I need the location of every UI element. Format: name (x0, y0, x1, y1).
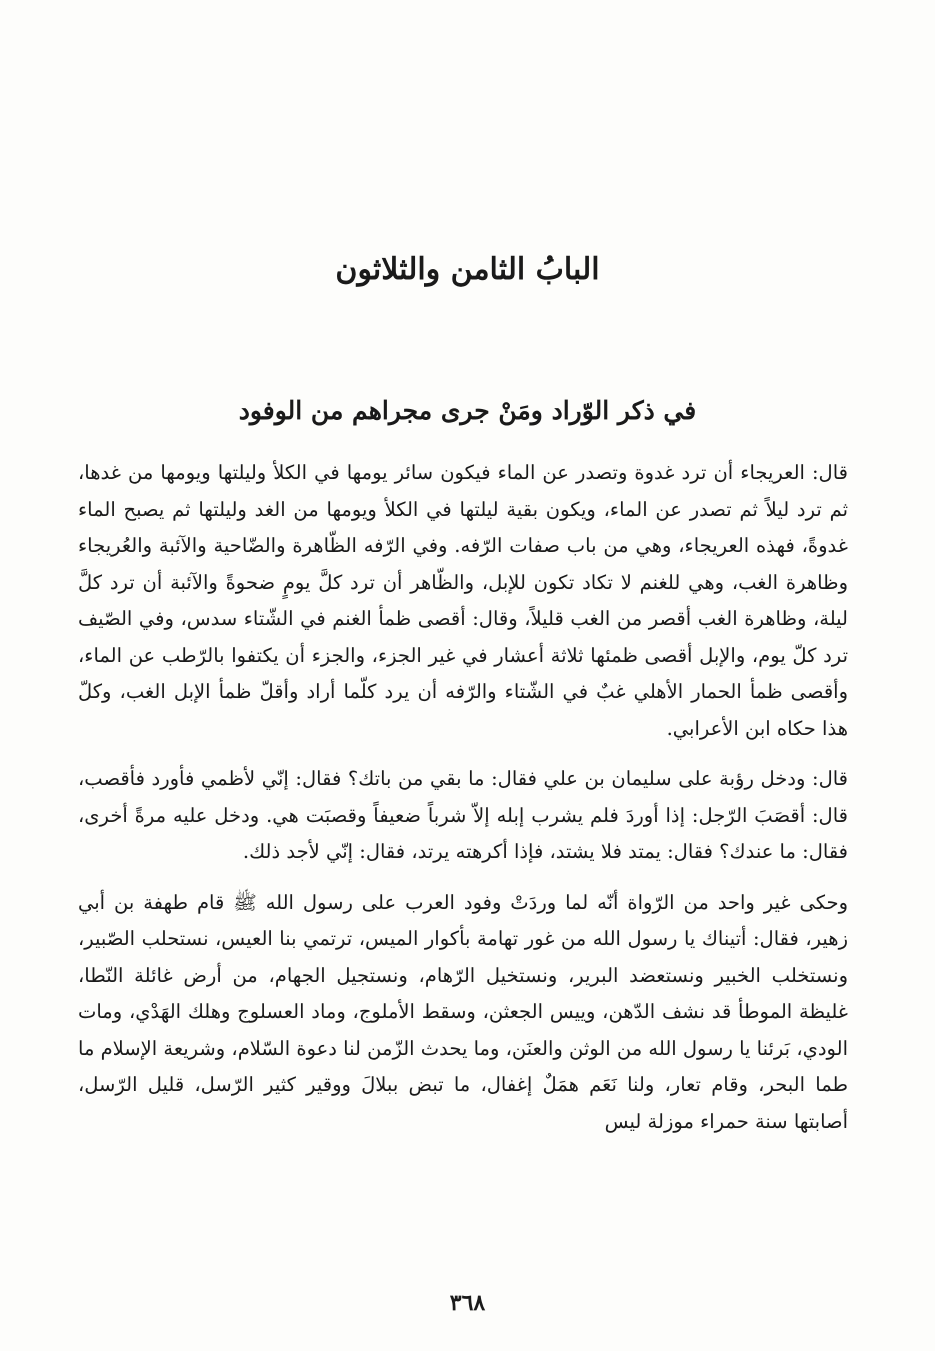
paragraph: قال: ودخل رؤبة على سليمان بن علي فقال: ما بقي من باتك؟ فقال: إنّي لأظمي فأورد فأقصب، قال: أقصَبَ الرّجل: إذا أوردَ فلم يشرب إبله إلاّ شرباً ضعيفاً وقصبَت هي. ودخل عليه مرةً أخرى، فقال: ما عندك؟ فقال: يمتد فلا يشتد، فإذا أكرهته يرتد، فقال: إنّي لأجد ذلك. (78, 767, 848, 863)
chapter-title: البابُ الثامن والثلاثون (335, 252, 600, 287)
section-title: في ذكر الوّراد ومَنْ جرى مجراهم من الوفود (238, 396, 697, 425)
page-number: ٣٦٨ (449, 1290, 486, 1316)
paragraph: قال: العريجاء أن ترد غدوة وتصدر عن الماء فيكون سائر يومها في الكلأ وليلتها ويومها من غدها، ثم ترد ليلاً ثم تصدر عن الماء، ويكون بقية ليلتها في الكلأ ويومها من الغد وليلتها ثم يصبح الماء غدوةً، فهذه العريجاء، وهي من باب صفات الرّفه. وفي الرّفه الظّاهرة والضّاحية والآئبة والعُريجاء وظاهرة الغب، وهي للغنم لا تكاد تكون للإبل، والظّاهر أن ترد كلَّ يومٍ ضحوةً والآئبة أن ترد كلَّ ليلة، وظاهرة الغب أقصر من الغب قليلاً، وقال: أقصى ظمأ الغنم في الشّتاء سدس، وفي الصّيف ترد كلّ يوم، والإبل أقصى ظمئها ثلاثة أعشار في غير الجزء، والجزء أن يكتفوا بالرّطب عن الماء، وأقصى ظمأ الحمار الأهلي غبٌ في الشّتاء والرّفه أن يرد كلّما أراد وأقلّ ظمأ الإبل الغب، وكلّ هذا حكاه ابن الأعرابي. (78, 461, 848, 740)
body-text (78, 455, 848, 1140)
paragraph: وحكى غير واحد من الرّواة أنّه لما وردَتْ وفود العرب على رسول الله ﷺ قام طهفة بن أبي زهير، فقال: أتيناك يا رسول الله من غور تهامة بأكوار الميس، ترتمي بنا العيس، نستحلب الصّبير، ونستخلب الخبير ونستعضد البرير، ونستخيل الرّهام، ونستجيل الجهام، من أرض غائلة النّطا، غليظة الموطأ قد نشف الدّهن، وييس الجعثن، وسقط الأملوج، وماد العسلوج وهلك الهَدْي، ومات الودي، بَرئنا يا رسول الله من الوثن والعنَن، وما يحدث الزّمن لنا دعوة السّلام، وشريعة الإسلام ما طما البحر، وقام تعار، ولنا نَعَم همَلٌ إغفال، ما تبض ببلالَ ووقير كثير الرّسل، قليل الرّسل، أصابتها سنة حمراء موزلة ليس (78, 890, 848, 1133)
